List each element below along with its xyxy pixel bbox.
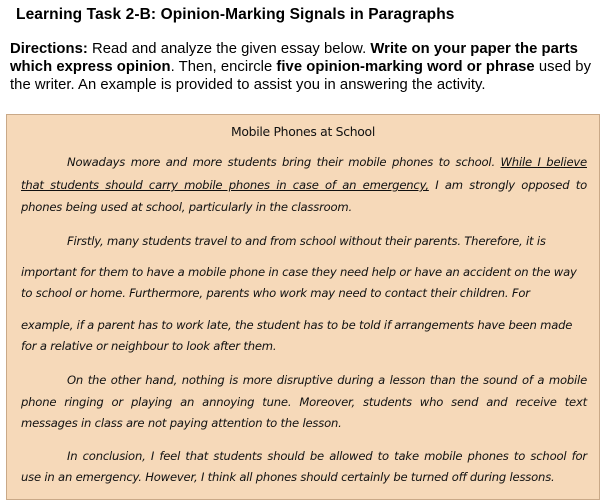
- directions-bold-1: Write on your paper the parts which express opinion: [10, 41, 578, 75]
- essay-p2-line4: example, if a parent has to work late, the student has to be told if arrangements have been made: [21, 318, 573, 332]
- directions: [10, 40, 606, 94]
- essay-p1-line1-text: Nowadays more and more students bring their mobile phones to school.: [67, 155, 495, 169]
- essay-p1-line3: phones being used at school, particularly in the classroom.: [21, 200, 353, 214]
- essay-p2-line3: to school or home. Furthermore, parents who work may need to contact their children. For: [21, 286, 530, 300]
- directions-bold-2: five opinion-marking word or phrase: [276, 59, 535, 75]
- essay-p4-line2: use in an emergency. However, I think all phones should certainly be turned off during lessons.: [21, 470, 555, 484]
- essay-p2-line1: Firstly, many students travel to and from school without their parents. Therefore, it is: [67, 234, 546, 248]
- essay-p1-line2-text: I am strongly opposed to: [435, 178, 587, 192]
- essay-p4-line1: In conclusion, I feel that students should be allowed to take mobile phones to school for: [67, 449, 587, 463]
- essay-p3-line1: On the other hand, nothing is more disruptive during a lesson than the sound of a mobile: [67, 373, 587, 387]
- essay-p2-line5: for a relative or neighbour to look after them.: [21, 339, 277, 353]
- directions-text-1: Read and analyze the given essay below.: [87, 41, 371, 57]
- essay-title: Mobile Phones at School: [231, 124, 375, 139]
- opinion-underline-1: While I believe: [500, 155, 587, 169]
- directions-text-2: . Then, encircle: [170, 59, 277, 75]
- essay-p3-line3: messages in class are not paying attention to the lesson.: [21, 416, 342, 430]
- essay-p1-line2: [21, 178, 587, 192]
- essay-box: [6, 114, 600, 500]
- task-title: Learning Task 2-B: Opinion-Marking Signals in Paragraphs: [16, 6, 455, 23]
- directions-label: Directions:: [10, 41, 88, 57]
- directions-text-3: used by the writer. An example is provided to assist you in answering the activity.: [10, 59, 592, 93]
- essay-p1-line1: [67, 155, 587, 169]
- essay-p2-line2: important for them to have a mobile phone in case they need help or have an accident on the way: [21, 265, 577, 279]
- opinion-underline-2: that students should carry mobile phones in case of an emergency,: [21, 178, 429, 192]
- essay-p3-line2: phone ringing or playing an annoying tune. Moreover, students who send and receive text: [21, 395, 587, 409]
